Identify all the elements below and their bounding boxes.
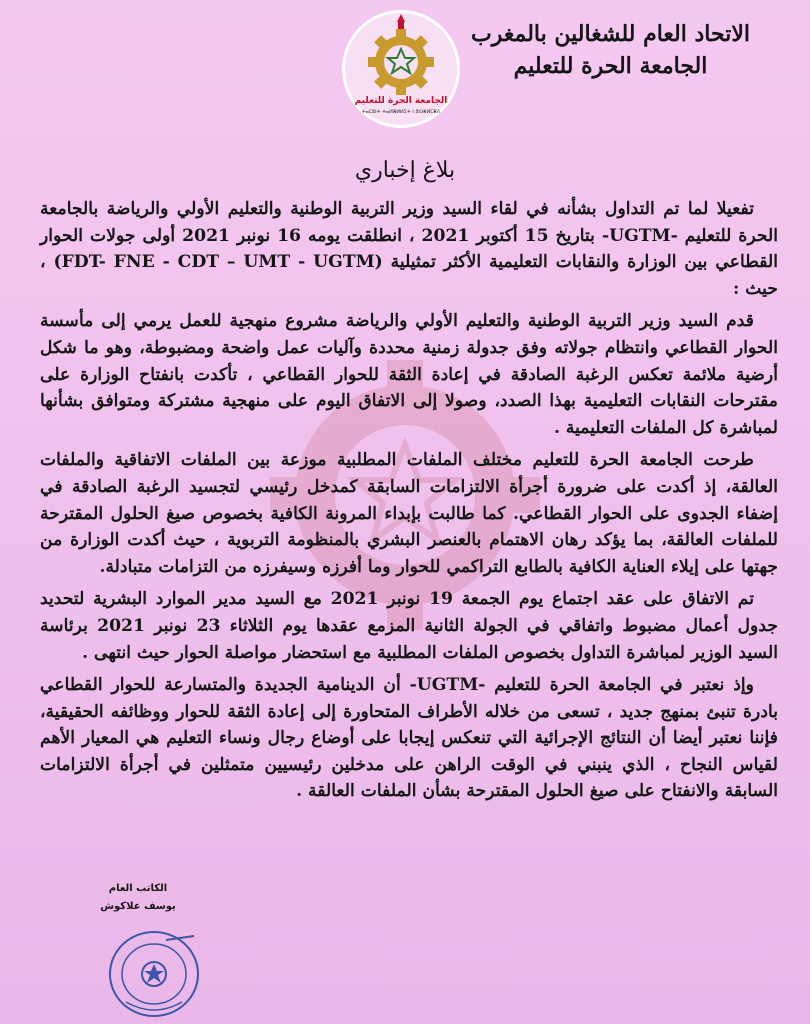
document-title: بلاغ إخباري [354,158,456,183]
union-logo [342,10,460,128]
official-stamp-icon [106,928,202,1020]
paragraph-4: تم الاتفاق على عقد اجتماع يوم الجمعة 19 نونبر 2021 مع السيد مدير الموارد البشرية لتحديد جدول أعمال مضبوط واتفاقي في الجولة الثانية المزمع عقدها يوم الثلاثاء 23 نونبر 2021 برئاسة السيد الوزير لمباشرة التداول بخصوص الملفات المطلبية مع استحضار مواصلة الحوار حيث انتهى . [40,589,779,663]
organization-header [471,18,750,82]
paragraph-1: تفعيلا لما تم التداول بشأنه في لقاء السيد وزير التربية الوطنية والتعليم الأولي والرياضة بالجامعة الحرة للتعليم -UGTM- بتاريخ 15 أكتوبر 2021 ، انطلقت يومه 16 نونبر 2021 أولى جولات الحوار القطاعي بين الوزارة والنقابات التعليمية الأكثر تمثيلية (FDT- FNE - CDT – UMT - UGTM) ، حيث : [40,199,778,299]
signature-role: الكاتب العام [108,883,168,894]
signature-name: يوسف علاكوش [100,901,176,912]
statement-body [40,196,778,811]
logo-caption: الجامعة الحرة للتعليم [354,96,448,106]
org-name-line2: الجامعة الحرة للتعليم [513,53,708,79]
signature-block [88,880,188,916]
paragraph-2: قدم السيد وزير التربية الوطنية والتعليم الأولي والرياضة مشروع منهجية للعمل يرمي إلى مأسسة الحوار القطاعي وانتظام جولاته وفق جدولة زمنية محددة وآليات عمل واضحة ومضبوطة، وهو ما شكل أرضية ملائمة تعكس الرغبة الصادقة في إعادة الثقة للحوار القطاعي ، تأكدت بانفتاح الوزارة على مقترحات النقابات التعليمية بهذا الصدد، وصولا إلى الاتفاق اليوم على منهجية مشتركة ومتوافق بشأنها لمباشرة كل الملفات التعليمية . [40,311,778,438]
logo-subcaption: ⵜⴰⵎⵓⵏⵜ ⵜⴰⵍⴻⵍⵍⵉⵜ ⵏ ⵓⵙⴻⵍⵎⴻⴷ [361,109,441,115]
paragraph-5: وإذ نعتبر في الجامعة الحرة للتعليم -UGTM- أن الدينامية الجديدة والمتسارعة للحوار القطاعي بادرة تنبئ بمنهج جديد ، تسعى من خلاله الأطراف المتحاورة إلى إعادة الثقة للحوار ووظائفه الحقيقية، فإننا نعتبر أيضا أن النتائج الإجرائية التي تنعكس إيجابا على أوضاع رجال ونساء التعليم هي المعيار الأهم لقياس النجاح ، الذي ينبني في الوقت الراهن على مدخلين رئيسيين متمثلين في أجرأة الالتزامات السابقة والانفتاح على صيغ الحلول المقترحة بشأن الملفات العالقة . [40,675,778,802]
org-name-line1: الاتحاد العام للشغالين بالمغرب [471,21,750,47]
paragraph-3: طرحت الجامعة الحرة للتعليم مختلف الملفات المطلبية موزعة بين الملفات الاتفاقية والملفات العالقة، إذ أكدت على ضرورة أجرأة الالتزامات السابقة كمدخل رئيسي لتجسيد الرغبة الصادقة في إضفاء الجدوى على الحوار القطاعي. كما طالبت بإبداء المرونة الكافية بخصوص صيغ الحلول المقترحة للملفات العالقة، بما يؤكد رهان الاهتمام بالعنصر البشري بالمنظومة التربوية ، حيث أكدت الوزارة من جهتها على إيلاء العناية الكافية بالطابع التراكمي للحوار وما أفرزه وسيفرزه من التزامات متبادلة. [40,450,778,577]
